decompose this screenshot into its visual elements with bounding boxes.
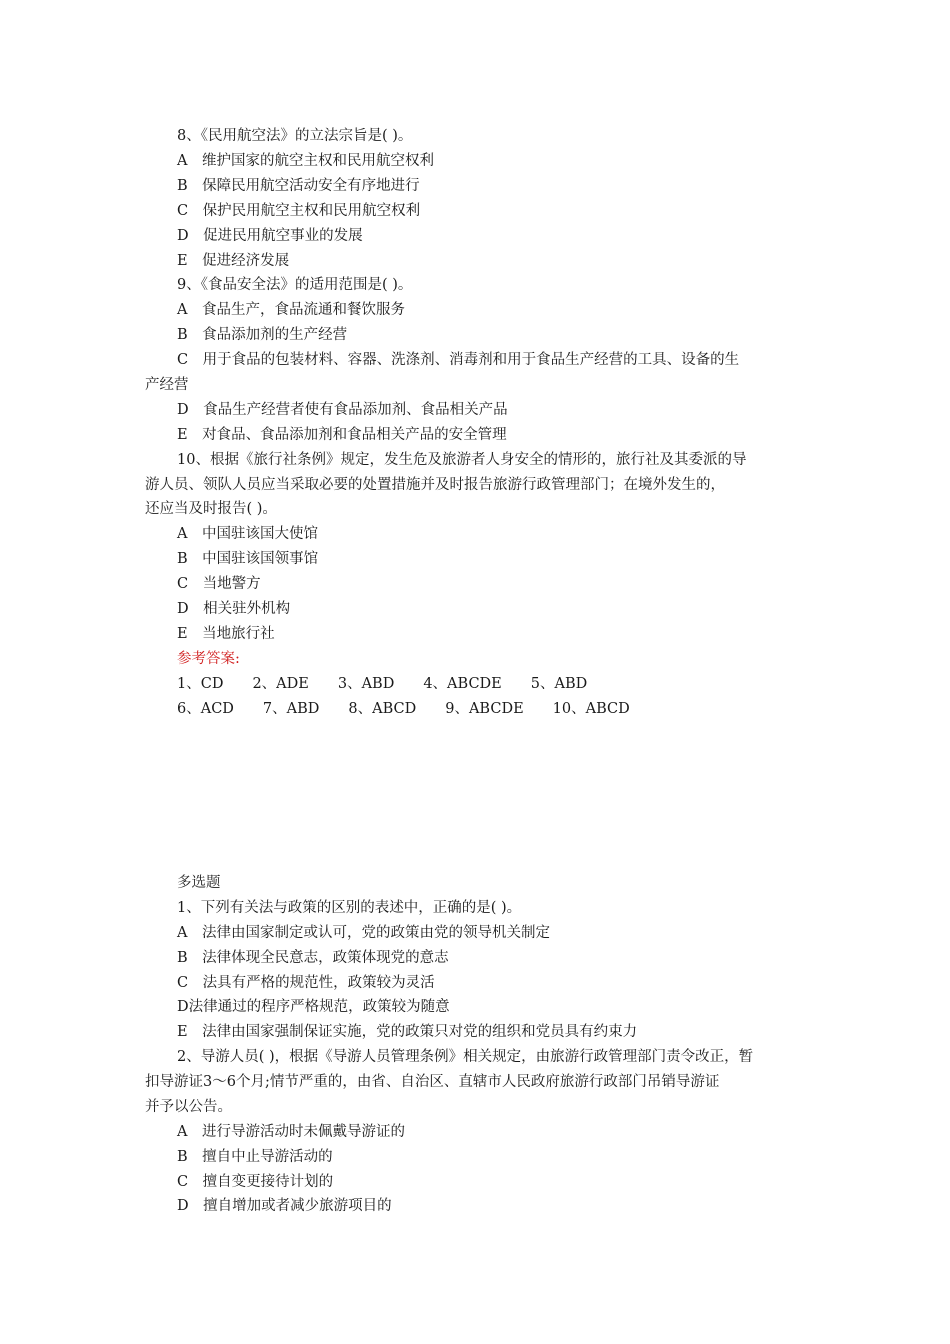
question-10-stem-line-3: 还应当及时报告( )。 — [145, 501, 277, 517]
question-2-stem-line-3: 并予以公告。 — [145, 1099, 232, 1115]
answers-heading: 参考答案: — [177, 651, 240, 667]
question-1-option-e: E 法律由国家强制保证实施，党的政策只对党的组织和党员具有约束力 — [177, 1024, 638, 1040]
section-title: 多选题 — [177, 875, 221, 891]
question-8-option-b: B 保障民用航空活动安全有序地进行 — [177, 178, 420, 194]
question-1-option-c: C 法具有严格的规范性，政策较为灵活 — [177, 975, 435, 991]
question-2-option-d: D 擅自增加或者减少旅游项目的 — [177, 1198, 392, 1214]
answers-row-1: 1、CD 2、ADE 3、ABD 4、ABCDE 5、ABD — [177, 676, 588, 692]
question-2-stem-line-2: 扣导游证3～6个月;情节严重的，由省、自治区、直辖市人民政府旅游行政部门吊销导游证 — [145, 1074, 720, 1090]
question-9-option-c: C 用于食品的包装材料、容器、洗涤剂、消毒剂和用于食品生产经营的工具、设备的生 — [177, 352, 740, 368]
question-8-option-c: C 保护民用航空主权和民用航空权利 — [177, 203, 421, 219]
question-8-stem: 8、《民用航空法》的立法宗旨是( )。 — [177, 128, 413, 144]
question-8-option-e: E 促进经济发展 — [177, 253, 290, 269]
question-1-option-a: A 法律由国家制定或认可，党的政策由党的领导机关制定 — [177, 925, 550, 941]
question-10-option-e: E 当地旅行社 — [177, 626, 275, 642]
question-2-stem-line-1: 2、导游人员( )，根据《导游人员管理条例》相关规定，由旅游行政管理部门责令改正，暂 — [177, 1049, 754, 1065]
question-9-option-a: A 食品生产，食品流通和餐饮服务 — [177, 302, 405, 318]
question-10-stem-line-1: 10、根据《旅行社条例》规定，发生危及旅游者人身安全的情形的，旅行社及其委派的导 — [177, 452, 747, 468]
question-10-option-b: B 中国驻该国领事馆 — [177, 551, 319, 567]
question-10-option-c: C 当地警方 — [177, 576, 261, 592]
question-1-option-d: D法律通过的程序严格规范，政策较为随意 — [177, 999, 450, 1015]
answers-row-2: 6、ACD 7、ABD 8、ABCD 9、ABCDE 10、ABCD — [177, 701, 630, 717]
question-1-option-b: B 法律体现全民意志，政策体现党的意志 — [177, 950, 449, 966]
question-8-option-d: D 促进民用航空事业的发展 — [177, 228, 363, 244]
question-2-option-b: B 擅自中止导游活动的 — [177, 1149, 333, 1165]
question-9-option-c-cont: 产经营 — [145, 377, 189, 393]
question-1-stem: 1、下列有关法与政策的区别的表述中，正确的是( )。 — [177, 900, 522, 916]
question-9-option-b: B 食品添加剂的生产经营 — [177, 327, 348, 343]
question-10-option-d: D 相关驻外机构 — [177, 601, 291, 617]
question-9-option-d: D 食品生产经营者使有食品添加剂、食品相关产品 — [177, 402, 508, 418]
question-2-option-c: C 擅自变更接待计划的 — [177, 1174, 334, 1190]
question-10-option-a: A 中国驻该国大使馆 — [177, 526, 318, 542]
question-2-option-a: A 进行导游活动时未佩戴导游证的 — [177, 1124, 405, 1140]
question-10-stem-line-2: 游人员、领队人员应当采取必要的处置措施并及时报告旅游行政管理部门；在境外发生的， — [145, 477, 725, 493]
question-9-stem: 9、《食品安全法》的适用范围是( )。 — [177, 277, 413, 293]
question-8-option-a: A 维护国家的航空主权和民用航空权利 — [177, 153, 434, 169]
question-9-option-e: E 对食品、食品添加剂和食品相关产品的安全管理 — [177, 427, 507, 443]
